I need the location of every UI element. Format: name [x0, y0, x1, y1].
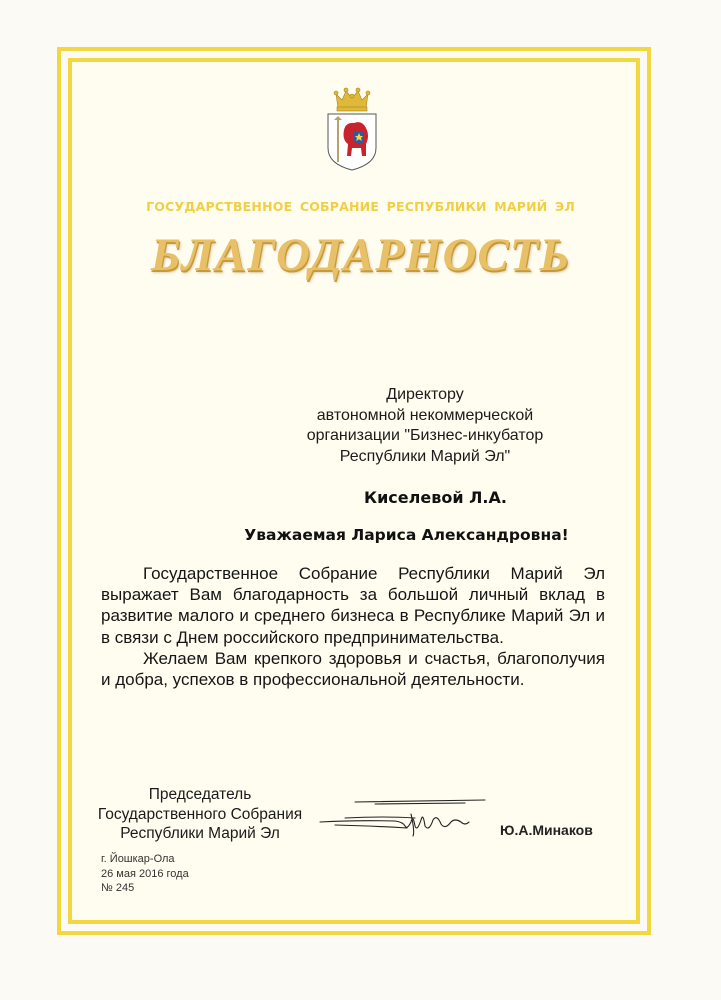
recipient-name: Киселевой Л.А.: [364, 488, 507, 507]
signatory-line: Государственного Собрания: [97, 805, 303, 823]
body-paragraph: Государственное Собрание Республики Марий Эл выражает Вам благодарность за большой личный вклад в развитие малого и среднего бизнеса в Республике Марий Эл и в связи с Днем российского предпринимательства.: [101, 564, 605, 647]
addressee-line: Директору: [386, 386, 464, 403]
signatory-title: [95, 785, 305, 844]
addressee-block: [280, 385, 570, 467]
signatory-line: Председатель: [148, 786, 252, 803]
signatory-line: Республики Марий Эл: [120, 825, 280, 842]
addressee-line: Республики Марий Эл": [339, 447, 511, 465]
signature-icon: [315, 792, 495, 840]
addressee-line: организации "Бизнес-инкубатор: [306, 427, 544, 444]
body-paragraph: Желаем Вам крепкого здоровья и счастья, благополучия и добра, успехов в профессиональной деятельности.: [101, 648, 605, 690]
assembly-name: ГОСУДАРСТВЕННОЕ СОБРАНИЕ РЕСПУБЛИКИ МАРИЙ ЭЛ: [146, 199, 575, 214]
letter-body: [101, 563, 605, 690]
date-text: 26 мая 2016 года: [101, 867, 189, 880]
document-footer: [101, 852, 189, 896]
page-title: БЛАГОДАРНОСТЬ: [150, 229, 571, 281]
signer-name: Ю.А.Минаков: [500, 822, 593, 838]
place-text: г. Йошкар-Ола: [101, 853, 175, 865]
document-number: № 245: [101, 882, 135, 894]
greeting: Уважаемая Лариса Александровна!: [244, 526, 569, 544]
addressee-line: автономной некоммерческой: [316, 406, 534, 424]
coat-of-arms-icon: [322, 86, 382, 172]
